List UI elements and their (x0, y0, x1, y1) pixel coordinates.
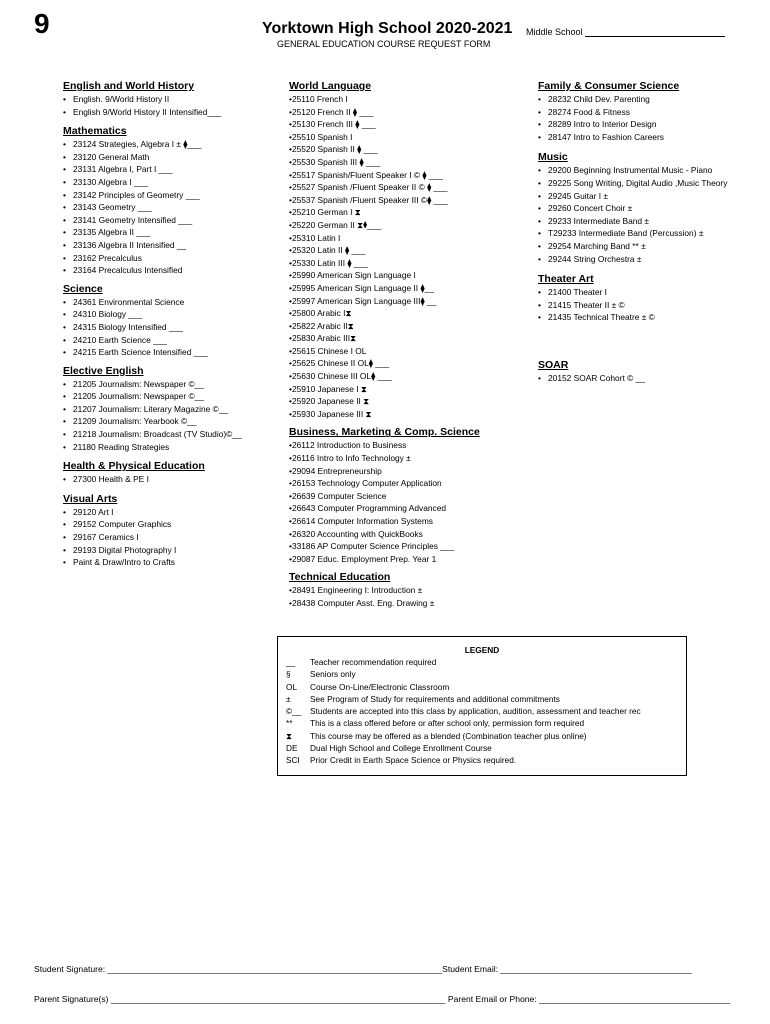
course-list (63, 378, 268, 454)
course-item[interactable]: • 29225 Song Writing, Digital Audio ,Music Theory (538, 177, 763, 190)
legend-text: Teacher recommendation required (310, 657, 437, 667)
course-list (289, 584, 529, 609)
course-item[interactable]: • 23131 Algebra I, Part I ___ (63, 163, 268, 176)
course-item[interactable]: • 25310 Latin I (289, 232, 529, 245)
legend-symbol: ©__ (286, 706, 302, 717)
legend-row (278, 717, 686, 729)
course-item[interactable]: • 29094 Entrepreneurship (289, 465, 529, 478)
section-heading: Theater Art (538, 273, 594, 286)
legend-text: This is a class offered before or after school only, permission form required (310, 718, 585, 729)
course-item[interactable]: • 28438 Computer Asst. Eng. Drawing ± (289, 597, 529, 610)
course-item[interactable]: • 26153 Technology Computer Application (289, 477, 529, 490)
section-world-language (289, 80, 529, 420)
course-item[interactable]: • 21205 Journalism: Newspaper ©__ (63, 378, 268, 391)
section-science (63, 283, 268, 359)
course-item[interactable]: • 25120 French II ⧫ ___ (289, 106, 529, 119)
course-item[interactable]: • 29245 Guitar I ± (538, 190, 763, 203)
course-item[interactable]: • 25510 Spanish I (289, 131, 529, 144)
course-item[interactable]: • 23124 Strategies, Algebra I ± ⧫___ (63, 138, 268, 151)
legend-symbol: OL (286, 681, 298, 692)
course-item[interactable]: • 23135 Algebra II ___ (63, 226, 268, 239)
course-item[interactable]: • 29120 Art I (63, 506, 268, 519)
course-item[interactable]: • 25625 Chinese II OL⧫ ___ (289, 357, 529, 370)
legend-row (278, 668, 686, 680)
section-elective-english (63, 365, 268, 454)
section-heading: SOAR (538, 358, 569, 371)
course-item[interactable]: • 26320 Accounting with QuickBooks (289, 528, 529, 541)
course-item[interactable]: • 29152 Computer Graphics (63, 518, 268, 531)
course-list (538, 93, 763, 143)
course-item[interactable]: • 25830 Arabic III⧗ (289, 332, 529, 345)
section-heading: Music (538, 151, 568, 164)
left-column (63, 80, 268, 569)
course-item[interactable]: • 24210 Earth Science ___ (63, 334, 268, 347)
course-item[interactable]: • 25822 Arabic II⧗ (289, 320, 529, 333)
course-item[interactable]: • 25630 Chinese III OL⧫ ___ (289, 370, 529, 383)
course-item[interactable]: • 25517 Spanish/Fluent Speaker I © ⧫ ___ (289, 169, 529, 182)
course-item[interactable]: • 33186 AP Computer Science Principles ___ (289, 540, 529, 553)
course-item[interactable]: • 20152 SOAR Cohort © __ (538, 372, 763, 385)
course-item[interactable]: • T29233 Intermediate Band (Percussion) ± (538, 227, 763, 240)
middle-school-label: Middle School (526, 27, 583, 37)
section-visual-arts (63, 493, 268, 569)
course-item[interactable]: • 25320 Latin II ⧫ ___ (289, 244, 529, 257)
course-item[interactable]: • 26112 Introduction to Business (289, 439, 529, 452)
course-list (538, 372, 763, 385)
course-list (63, 473, 268, 486)
section-business (289, 426, 529, 565)
legend-text: Seniors only (310, 669, 356, 680)
section-heading: Science (63, 282, 103, 295)
middle-school-field[interactable] (526, 27, 725, 37)
course-item[interactable]: • 27300 Health & PE I (63, 473, 268, 486)
course-item[interactable]: • 23162 Precalculus (63, 252, 268, 265)
course-item[interactable]: • 29244 String Orchestra ± (538, 253, 763, 266)
course-item[interactable]: • 23164 Precalculus Intensified (63, 264, 268, 277)
course-item[interactable]: • 26614 Computer Information Systems (289, 515, 529, 528)
course-item[interactable]: • 23141 Geometry Intensified ___ (63, 214, 268, 227)
legend-symbol: __ (286, 657, 296, 667)
section-heading: Elective English (63, 364, 144, 377)
course-list (538, 164, 763, 265)
right-column (538, 80, 763, 385)
legend-box (277, 636, 687, 776)
course-item[interactable]: • 28147 Intro to Fashion Careers (538, 131, 763, 144)
course-list (63, 93, 268, 118)
page-title: Yorktown High School 2020-2021 (262, 20, 513, 37)
legend-text: Dual High School and College Enrollment Course (310, 743, 492, 754)
legend-row (278, 681, 686, 693)
legend-text: This course may be offered as a blended (Combination teacher plus online) (310, 730, 587, 741)
course-item[interactable]: • 21415 Theater II ± © (538, 299, 763, 312)
section-heading: World Language (289, 80, 372, 92)
section-heading: Health & Physical Education (63, 460, 205, 473)
middle-column (289, 80, 529, 610)
form-subtitle: GENERAL EDUCATION COURSE REQUEST FORM (277, 39, 491, 49)
course-item[interactable]: • 26639 Computer Science (289, 490, 529, 503)
course-item[interactable]: • 29193 Digital Photography I (63, 544, 268, 557)
course-list (63, 296, 268, 359)
course-item[interactable]: • 26643 Computer Programming Advanced (289, 502, 529, 515)
course-item[interactable]: • 21400 Theater I (538, 286, 763, 299)
course-item[interactable]: • 25110 French I (289, 93, 529, 106)
section-heading: Visual Arts (63, 492, 118, 505)
course-item[interactable]: • 25997 American Sign Language III⧫ __ (289, 295, 529, 308)
course-item[interactable]: • 25220 German II ⧗⧫___ (289, 219, 529, 232)
section-heading: Mathematics (63, 125, 127, 138)
course-item[interactable]: • 24310 Biology ___ (63, 308, 268, 321)
course-item[interactable]: • 21205 Journalism: Newspaper ©__ (63, 390, 268, 403)
section-health-pe (63, 460, 268, 486)
section-soar (538, 359, 763, 385)
legend-symbol: SCI (286, 755, 300, 766)
course-item[interactable]: • 29200 Beginning Instrumental Music - Piano (538, 164, 763, 177)
course-list (63, 506, 268, 569)
course-item[interactable]: • 29233 Intermediate Band ± (538, 215, 763, 228)
course-item[interactable]: • 25210 German I ⧗ (289, 206, 529, 219)
course-list (538, 286, 763, 324)
student-signature-line[interactable]: Student Signature: ______________________________________________________________________Student Email: ________________________________________ (34, 964, 692, 974)
course-item[interactable]: • 25990 American Sign Language I (289, 269, 529, 282)
course-item[interactable]: • 29254 Marching Band ** ± (538, 240, 763, 253)
course-item[interactable]: • 26116 Intro to Info Technology ± (289, 452, 529, 465)
legend-row (278, 693, 686, 705)
course-item[interactable]: • 28274 Food & Fitness (538, 106, 763, 119)
course-item[interactable]: • 23143 Geometry ___ (63, 201, 268, 214)
course-item[interactable]: • English. 9/World History II (63, 93, 268, 106)
legend-row (278, 742, 686, 754)
middle-school-line[interactable] (585, 27, 725, 37)
course-item[interactable]: • 25995 American Sign Language II ⧫__ (289, 282, 529, 295)
course-item[interactable]: • 25520 Spanish II ⧫ ___ (289, 143, 529, 156)
section-music (538, 151, 763, 265)
legend-title: LEGEND (464, 645, 500, 655)
course-list (289, 93, 529, 420)
legend-symbol: § (286, 669, 291, 680)
course-item[interactable]: • 25130 French III ⧫ ___ (289, 118, 529, 131)
legend-symbol: ** (286, 718, 293, 729)
grade-number: 9 (34, 8, 50, 39)
legend-text: Prior Credit in Earth Space Science or Physics required. (310, 755, 517, 766)
course-item[interactable]: • 21218 Journalism: Broadcast (TV Studio)©__ (63, 428, 268, 441)
legend-rows (278, 656, 686, 767)
course-item[interactable]: • 21180 Reading Strategies (63, 441, 268, 454)
course-item[interactable]: • 24215 Earth Science Intensified ___ (63, 346, 268, 359)
course-item[interactable]: • 28491 Engineering I: Introduction ± (289, 584, 529, 597)
legend-symbol: ± (286, 693, 291, 704)
section-family-consumer (538, 80, 763, 143)
legend-text: See Program of Study for requirements and additional commitments (310, 693, 560, 704)
course-item[interactable]: • 25527 Spanish /Fluent Speaker II © ⧫ ___ (289, 181, 529, 194)
section-mathematics (63, 125, 268, 277)
course-list (63, 138, 268, 277)
legend-text: Students are accepted into this class by application, audition, assessment and teacher rec (310, 706, 641, 717)
section-heading: Technical Education (289, 571, 391, 584)
course-item[interactable]: • 21207 Journalism: Literary Magazine ©__ (63, 403, 268, 416)
section-heading: Business, Marketing & Comp. Science (289, 426, 480, 439)
legend-row (278, 705, 686, 717)
course-item[interactable]: • 23136 Algebra II Intensified __ (63, 239, 268, 252)
course-item[interactable]: • 29260 Concert Choir ± (538, 202, 763, 215)
course-item[interactable]: • 25615 Chinese I OL (289, 345, 529, 358)
section-technical (289, 571, 529, 609)
legend-row (278, 730, 686, 742)
course-item[interactable]: • 28289 Intro to Interior Design (538, 118, 763, 131)
legend-symbol: ⧗ (286, 730, 292, 741)
course-item[interactable]: • 23120 General Math (63, 151, 268, 164)
course-item[interactable]: • 28232 Child Dev. Parenting (538, 93, 763, 106)
course-item[interactable]: • 25920 Japanese II ⧗ (289, 395, 529, 408)
course-item[interactable]: • 29087 Educ. Employment Prep. Year 1 (289, 553, 529, 566)
course-item[interactable]: • Paint & Draw/Intro to Crafts (63, 556, 268, 569)
course-item[interactable]: • 29167 Ceramics I (63, 531, 268, 544)
course-item[interactable]: • English 9/World History II Intensified___ (63, 106, 268, 119)
course-item[interactable]: • 24315 Biology Intensified ___ (63, 321, 268, 334)
course-list (289, 439, 529, 565)
section-english (63, 80, 268, 118)
legend-row (278, 754, 686, 766)
section-heading: Family & Consumer Science (538, 80, 680, 92)
course-item[interactable]: • 25930 Japanese III ⧗ (289, 408, 529, 421)
course-item[interactable]: • 24361 Environmental Science (63, 296, 268, 309)
course-item[interactable]: • 25330 Latin III ⧫ ___ (289, 257, 529, 270)
course-item[interactable]: • 25910 Japanese I ⧗ (289, 383, 529, 396)
legend-symbol: DE (286, 743, 298, 754)
parent-signature-line[interactable]: Parent Signature(s) ______________________________________________________________________ Parent Email or Phone: ________________________________________ (34, 994, 731, 1004)
section-theater (538, 273, 763, 324)
course-item[interactable]: • 23130 Algebra I ___ (63, 176, 268, 189)
course-item[interactable]: • 21209 Journalism: Yearbook ©__ (63, 415, 268, 428)
course-item[interactable]: • 25530 Spanish III ⧫ ___ (289, 156, 529, 169)
course-item[interactable]: • 25800 Arabic I⧗ (289, 307, 529, 320)
course-item[interactable]: • 23142 Principles of Geometry ___ (63, 189, 268, 202)
course-item[interactable]: • 21435 Technical Theatre ± © (538, 311, 763, 324)
legend-row (278, 656, 686, 668)
section-heading: English and World History (63, 80, 195, 92)
course-item[interactable]: • 25537 Spanish /Fluent Speaker III ©⧫ ___ (289, 194, 529, 207)
legend-text: Course On-Line/Electronic Classroom (310, 681, 450, 692)
